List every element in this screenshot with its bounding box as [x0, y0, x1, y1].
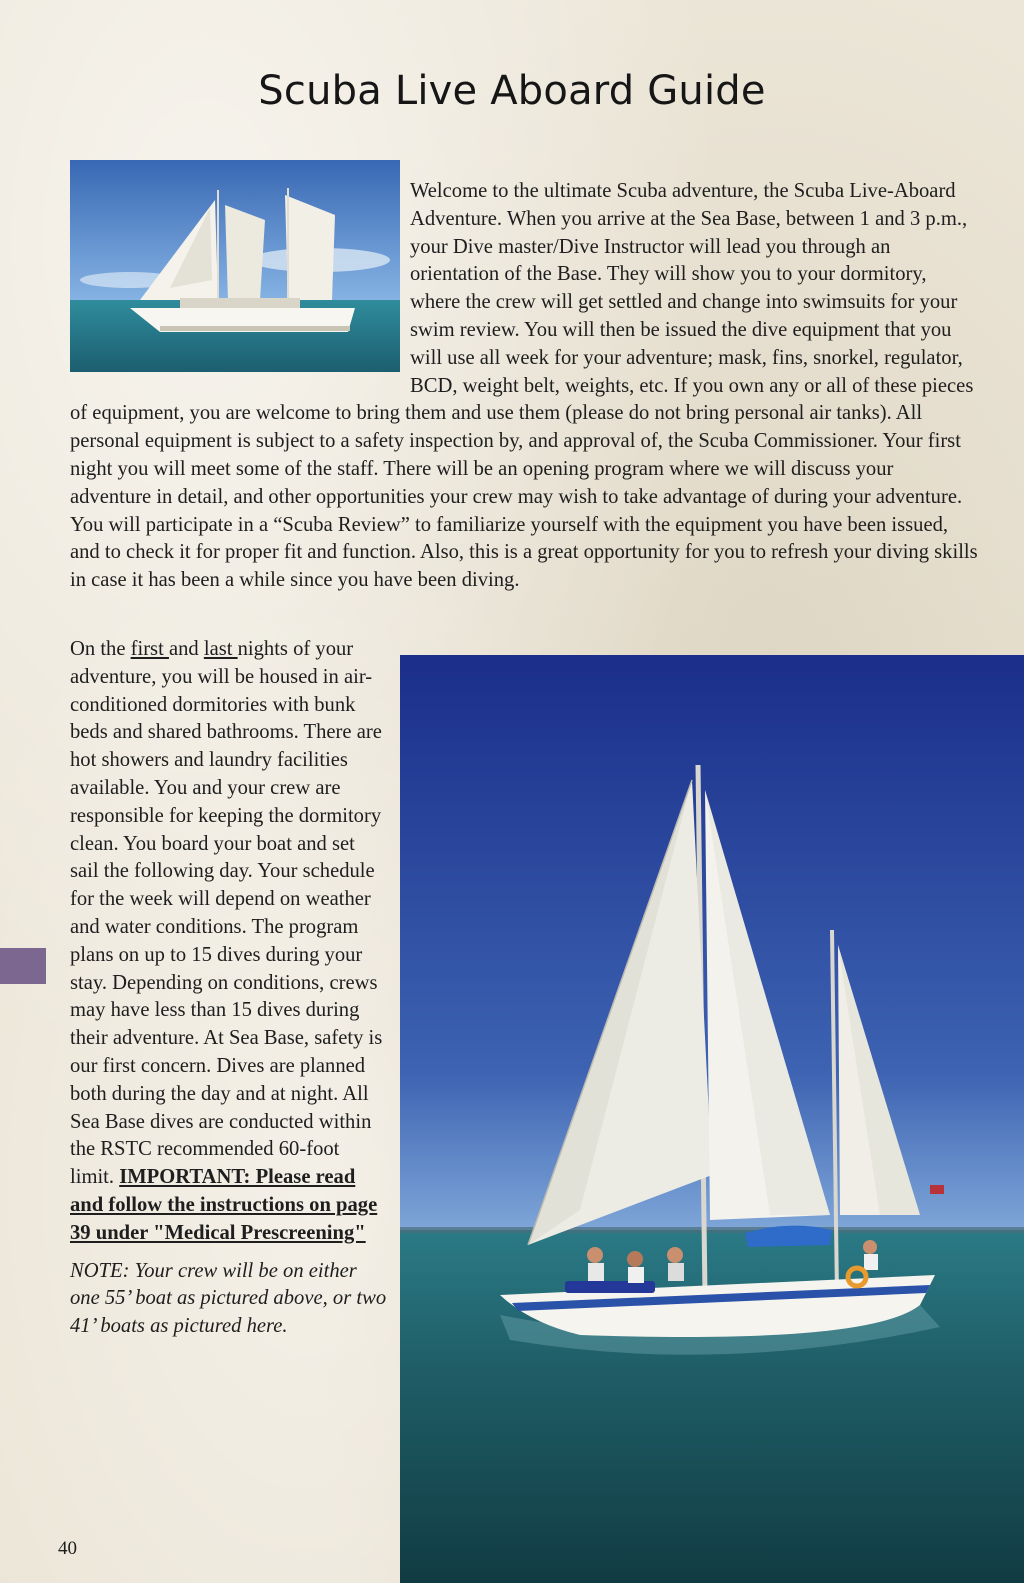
page-number: 40 [58, 1538, 77, 1559]
lodging-lead: On the [70, 638, 131, 660]
important-notice: IMPORTANT: Please read and follow the instructions on page 39 under "Medical Prescreening" [70, 1166, 378, 1244]
section-tab [0, 948, 46, 984]
lodging-and: and [168, 638, 204, 660]
ketch-photo [400, 655, 1024, 1583]
intro-text: Welcome to the ultimate Scuba adventure, the Scuba Live-Aboard Adventure. When you arrive at the Sea Base, between 1 and 3 p.m., your Dive master/Dive Instructor will lead you through an orientation of the Base. They will show you to your dormitory, where the crew will get settled and change into swimsuits for your swim review. You will then be issued the dive equipment that you will use all week for your adventure; mask, fins, snorkel, regulator, BCD, weight belt, weights, etc. If you own any or all of these pieces of equipment, you are welcome to bring them and use them (please do not bring personal air tanks). All personal equipment is subject to a safety inspection by, and approval of, the Scuba Commissioner. Your first night you will meet some of the staff. There will be an opening program where we will discuss your adventure in detail, and other opportunities your crew may wish to take advantage of during your adventure. You will participate in a “Scuba Review” to familiarize yourself with the equipment you have been issued, and to check it for proper fit and function. Also, this is a great opportunity for you to refresh your diving skills in case it has been a while since you have been diving. [70, 180, 978, 592]
lodging-last: last [203, 638, 238, 660]
lodging-first: first [130, 638, 169, 660]
intro-section [70, 178, 978, 595]
boat-note: NOTE: Your crew will be on either one 55’ boat as pictured above, or two 41’ boats as pictured here. [70, 1259, 387, 1338]
page-title: Scuba Live Aboard Guide [258, 68, 766, 114]
lodging-section [70, 636, 388, 1341]
lodging-text: nights of your adventure, you will be housed in air-conditioned dormitories with bunk beds and shared bathrooms. There are hot showers and laundry facilities available. You and your crew are responsible for keeping the dormitory clean. You board your boat and set sail the following day. Your schedule for the week will depend on weather and water conditions. The program plans on up to 15 dives during your stay. Depending on conditions, crews may have less than 15 dives during their adventure. At Sea Base, safety is our first concern. Dives are planned both during the day and at night. All Sea Base dives are conducted within the RSTC recommended 60-foot limit. [70, 638, 383, 1189]
lodging-paragraph [70, 636, 388, 1248]
schooner-photo [70, 160, 400, 372]
